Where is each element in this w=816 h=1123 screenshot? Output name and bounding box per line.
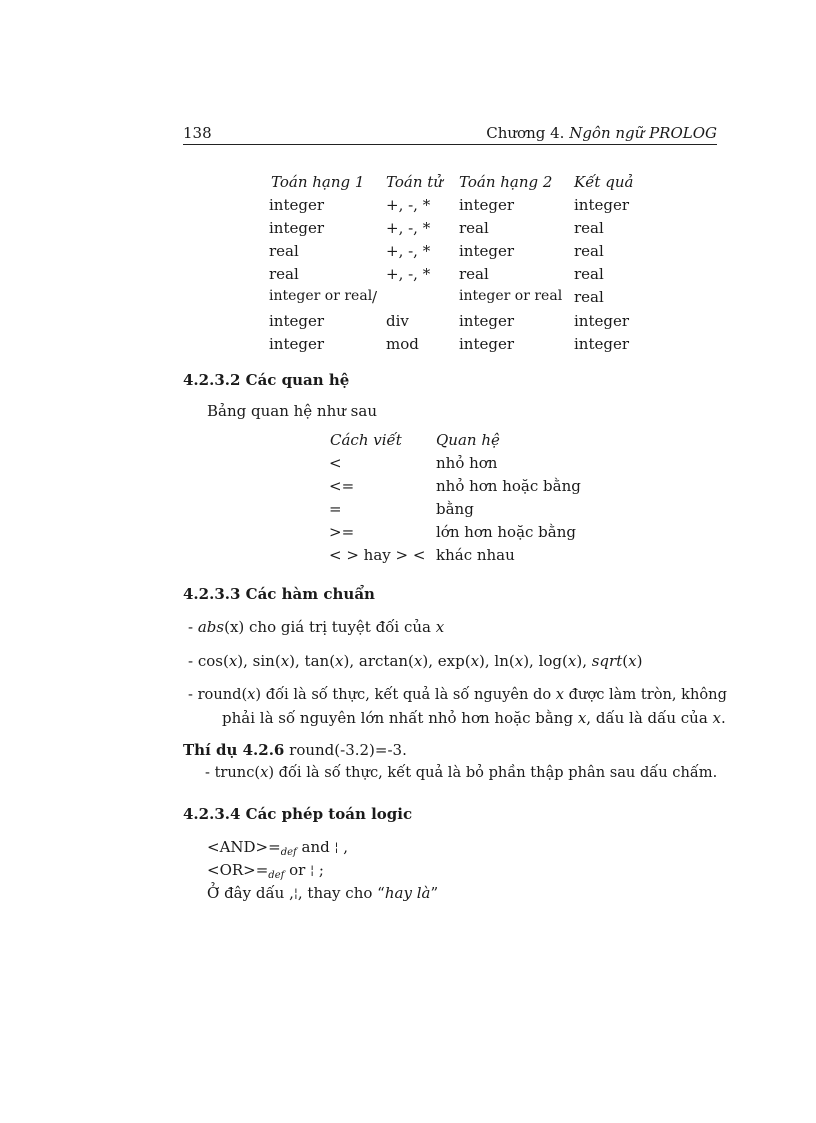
table-cell: integer — [269, 335, 325, 353]
section-heading-relations: 4.2.3.2 Các quan hệ — [183, 371, 350, 389]
table-cell: real — [269, 242, 299, 260]
table-cell: +, -, * — [386, 219, 431, 237]
table-cell: nhỏ hơn hoặc bằng — [436, 477, 581, 495]
table-cell: / — [372, 288, 378, 306]
table-cell: integer — [574, 335, 630, 353]
table-cell: integer — [574, 196, 630, 214]
abs-function-line: - abs(x) cho giá trị tuyệt đối của x — [188, 618, 445, 636]
table-header-cell: Toán tử — [386, 173, 443, 191]
table-cell: real — [574, 242, 604, 260]
table-cell: mod — [386, 335, 419, 353]
table-cell: integer — [269, 312, 325, 330]
table-header-cell: Toán hạng 2 — [459, 173, 553, 191]
table-cell: lớn hơn hoặc bằng — [436, 523, 576, 541]
table-cell: integer — [574, 312, 630, 330]
section-heading-functions: 4.2.3.3 Các hàm chuẩn — [183, 585, 375, 603]
section-heading-logic: 4.2.3.4 Các phép toán logic — [183, 805, 413, 823]
trunc-function-line: - trunc(x) đối là số thực, kết quả là bỏ phần thập phân sau dấu chấm. — [205, 764, 718, 781]
running-header — [486, 124, 717, 142]
table-cell: +, -, * — [386, 242, 431, 260]
table-cell: khác nhau — [436, 546, 515, 564]
table-cell: real — [574, 219, 604, 237]
table-cell: <= — [329, 477, 355, 495]
or-definition-line: $<OR>=_{def}$ or ¦ ; — [207, 861, 324, 881]
header-rule — [183, 144, 717, 145]
table-header-cell: Quan hệ — [436, 431, 500, 449]
table-cell: integer — [269, 196, 325, 214]
table-cell: real — [574, 265, 604, 283]
table-cell: real — [269, 265, 299, 283]
table-cell: integer — [459, 312, 515, 330]
relations-intro: Bảng quan hệ như sau — [207, 402, 377, 420]
table-header-cell: Kết quả — [574, 173, 634, 191]
table-cell: integer — [269, 219, 325, 237]
table-cell: bằng — [436, 500, 474, 518]
table-cell: = — [329, 500, 342, 518]
round-function-line-2: phải là số nguyên lớn nhất nhỏ hơn hoặc bằng x, dấu là dấu của x. — [222, 709, 726, 727]
separator-bar-icon: ¦ — [334, 840, 339, 854]
separator-bar-icon: ¦ — [310, 863, 315, 877]
separator-bar-icon: ¦ — [293, 886, 298, 900]
and-definition-line: $<AND>=_{def}$ and ¦ , — [207, 838, 349, 858]
example-4-2-6: Thí dụ 4.2.6 round(-3.2)=-3. — [183, 741, 407, 759]
table-cell: +, -, * — [386, 196, 431, 214]
table-cell: integer or real — [459, 288, 563, 304]
table-header-cell: Toán hạng 1 — [271, 173, 365, 191]
table-cell: integer — [459, 196, 515, 214]
table-cell: real — [574, 288, 604, 306]
chapter-prefix: Chương 4. — [486, 124, 570, 142]
table-cell: integer — [459, 335, 515, 353]
table-cell: real — [459, 265, 489, 283]
table-cell: < > hay > < — [329, 546, 426, 564]
chapter-title: Ngôn ngữ PROLOG — [569, 124, 717, 142]
table-cell: >= — [329, 523, 355, 541]
round-function-line-1: - round(x) đối là số thực, kết quả là số nguyên do x được làm tròn, không — [188, 686, 727, 703]
table-cell: real — [459, 219, 489, 237]
table-cell: integer — [459, 242, 515, 260]
logic-note-line: Ở đây dấu ,¦, thay cho “hay là” — [207, 884, 439, 902]
table-header-cell: Cách viết — [330, 431, 402, 449]
table-cell: nhỏ hơn — [436, 454, 498, 472]
table-cell: div — [386, 312, 409, 330]
trig-functions-line: - cos(x), sin(x), tan(x), arctan(x), exp(x), ln(x), log(x), sqrt(x) — [188, 652, 643, 670]
table-cell: < — [329, 454, 342, 472]
page-number: 138 — [183, 124, 212, 142]
table-cell: integer or real — [269, 288, 373, 304]
table-cell: +, -, * — [386, 265, 431, 283]
example-label: Thí dụ 4.2.6 — [183, 741, 285, 759]
